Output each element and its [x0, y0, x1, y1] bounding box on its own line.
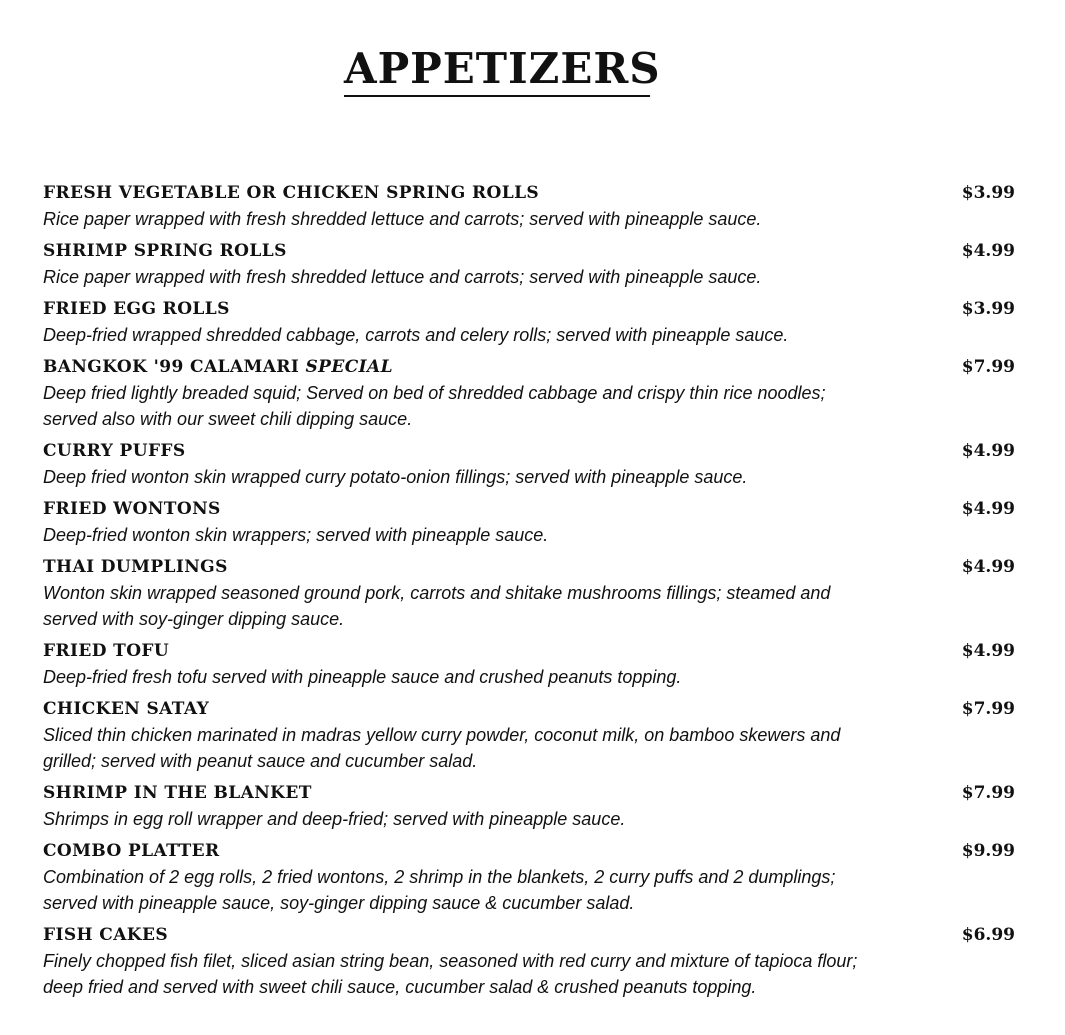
item-name-text: FRIED EGG ROLLS: [43, 299, 230, 319]
item-description: Finely chopped fish filet, sliced asian string bean, seasoned with red curry and mixture of tapioca flour;: [43, 951, 858, 971]
item-name: [43, 296, 1023, 322]
item-price: $9.99: [961, 841, 1015, 861]
item-name-text: FISH CAKES: [43, 925, 169, 945]
item-name-text: FRIED WONTONS: [43, 499, 221, 519]
item-price: $3.99: [961, 299, 1015, 319]
menu-item: [43, 638, 1023, 690]
item-name: [43, 696, 1023, 722]
item-description: Deep-fried wonton skin wrappers; served with pineapple sauce.: [43, 525, 549, 545]
item-name-text: CHICKEN SATAY: [43, 699, 210, 719]
item-name: [43, 780, 1023, 806]
item-price: $3.99: [961, 183, 1015, 203]
item-name-text: SHRIMP IN THE BLANKET: [43, 783, 312, 803]
menu-item: [43, 180, 1023, 232]
menu-item: [43, 354, 1023, 432]
item-description: grilled; served with peanut sauce and cucumber salad.: [43, 751, 478, 771]
menu-item: [43, 838, 1023, 916]
item-name-text: THAI DUMPLINGS: [43, 557, 228, 577]
item-price: $7.99: [961, 699, 1015, 719]
item-description: deep fried and served with sweet chili sauce, cucumber salad & crushed peanuts topping.: [43, 977, 757, 997]
menu-item: [43, 696, 1023, 774]
item-name: [43, 354, 1023, 380]
item-name-text: SHRIMP SPRING ROLLS: [43, 241, 287, 261]
item-price: $4.99: [961, 241, 1015, 261]
item-price: $7.99: [961, 783, 1015, 803]
item-price: $4.99: [961, 499, 1015, 519]
item-name-text: BANGKOK '99 CALAMARI: [43, 357, 300, 377]
item-name-text: FRIED TOFU: [43, 641, 170, 661]
item-special-tag: SPECIAL: [305, 357, 393, 377]
item-description: Deep-fried fresh tofu served with pineapple sauce and crushed peanuts topping.: [43, 667, 682, 687]
item-description: served with pineapple sauce, soy-ginger dipping sauce & cucumber salad.: [43, 893, 635, 913]
menu-item: [43, 554, 1023, 632]
item-price: $4.99: [961, 441, 1015, 461]
item-description: Rice paper wrapped with fresh shredded lettuce and carrots; served with pineapple sauce.: [43, 267, 762, 287]
item-description: served with soy-ginger dipping sauce.: [43, 609, 345, 629]
item-name: [43, 838, 1023, 864]
menu-item: [43, 496, 1023, 548]
item-description: served also with our sweet chili dipping sauce.: [43, 409, 413, 429]
item-price: $4.99: [961, 557, 1015, 577]
page-title: APPETIZERS: [344, 44, 650, 97]
item-description: Sliced thin chicken marinated in madras yellow curry powder, coconut milk, on bamboo skewers and: [43, 725, 841, 745]
item-name: [43, 438, 1023, 464]
item-name: [43, 496, 1023, 522]
item-name: [43, 922, 1023, 948]
item-price: $7.99: [961, 357, 1015, 377]
menu-item: [43, 780, 1023, 832]
item-description: Deep-fried wrapped shredded cabbage, carrots and celery rolls; served with pineapple sauce.: [43, 325, 789, 345]
item-description: Shrimps in egg roll wrapper and deep-fried; served with pineapple sauce.: [43, 809, 626, 829]
item-name: [43, 554, 1023, 580]
item-description: Deep fried lightly breaded squid; Served on bed of shredded cabbage and crispy thin rice noodles;: [43, 383, 826, 403]
item-price: $4.99: [961, 641, 1015, 661]
item-name-text: CURRY PUFFS: [43, 441, 186, 461]
item-description: Deep fried wonton skin wrapped curry potato-onion fillings; served with pineapple sauce.: [43, 467, 748, 487]
menu-item: [43, 238, 1023, 290]
menu-item: [43, 922, 1023, 1000]
menu-list: [43, 180, 1023, 1006]
item-description: Combination of 2 egg rolls, 2 fried wontons, 2 shrimp in the blankets, 2 curry puffs and 2 dumplings;: [43, 867, 836, 887]
item-name: [43, 238, 1023, 264]
item-name-text: FRESH VEGETABLE OR CHICKEN SPRING ROLLS: [43, 183, 540, 203]
item-description: Wonton skin wrapped seasoned ground pork, carrots and shitake mushrooms fillings; steamed and: [43, 583, 831, 603]
item-description: Rice paper wrapped with fresh shredded lettuce and carrots; served with pineapple sauce.: [43, 209, 762, 229]
menu-item: [43, 296, 1023, 348]
item-name: [43, 180, 1023, 206]
menu-item: [43, 438, 1023, 490]
item-name-text: COMBO PLATTER: [43, 841, 220, 861]
item-price: $6.99: [961, 925, 1015, 945]
item-name: [43, 638, 1023, 664]
